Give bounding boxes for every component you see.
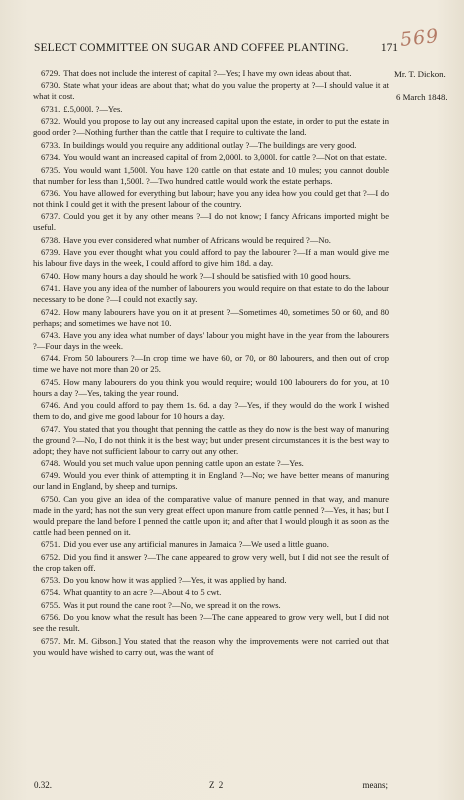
question-paragraph xyxy=(33,247,389,269)
margin-witness-name: Mr. T. Dickon. xyxy=(394,69,446,79)
question-number: 6733. xyxy=(41,139,61,150)
question-paragraph xyxy=(33,116,389,138)
question-paragraph xyxy=(33,470,389,492)
question-paragraph xyxy=(33,104,389,115)
question-number: 6748. xyxy=(41,457,61,468)
question-text: How many hours a day should he work ?—I should be satisfied with 10 good hours. xyxy=(63,270,351,281)
question-paragraph xyxy=(33,307,389,329)
question-text: Did you find it answer ?—The cane appeared to grow very well, but I did not see the result of the crop taken off. xyxy=(33,551,389,573)
printer-signature: Z 2 xyxy=(209,780,225,790)
question-number: 6747. xyxy=(41,423,61,434)
question-number: 6753. xyxy=(41,574,61,585)
question-paragraph xyxy=(33,458,389,469)
question-text: Can you give an idea of the comparative value of manure penned in that way, and manure made in the yard; has not the sun very great effect upon manure from cattle penned ?—Yes, it has; but I would prepare the land before I penned the cattle upon it; and after that I would plough it as soon as the cattle had been penned on it. xyxy=(33,493,389,537)
question-paragraph xyxy=(33,152,389,163)
question-paragraph xyxy=(33,235,389,246)
question-number: 6739. xyxy=(41,247,61,258)
question-paragraph xyxy=(33,211,389,233)
catchword: means; xyxy=(362,780,388,790)
question-number: 6755. xyxy=(41,599,61,610)
question-paragraph xyxy=(33,330,389,352)
page-header xyxy=(26,42,398,58)
question-number: 6743. xyxy=(41,329,61,340)
question-paragraph xyxy=(33,424,389,457)
running-title: SELECT COMMITTEE ON SUGAR AND COFFEE PLANTING. xyxy=(34,42,349,54)
question-paragraph xyxy=(33,494,389,538)
question-paragraph xyxy=(33,600,389,611)
margin-date: 6 March 1848. xyxy=(396,92,448,102)
question-text: In buildings would you require any additional outlay ?—The buildings are very good. xyxy=(63,139,357,150)
question-text: You have allowed for everything but labour; have you any idea how you could get that ?—I do not think I could get it with the present labour of the country. xyxy=(33,188,389,209)
question-paragraph xyxy=(33,140,389,151)
footer-paper-code: 0.32. xyxy=(34,780,52,790)
question-number: 6741. xyxy=(41,283,61,294)
question-paragraph xyxy=(33,68,389,79)
question-text: How many labourers have you on it at present ?—Sometimes 40, sometimes 50 or 60, and 80 perhaps; and sometimes we have not 10. xyxy=(33,306,389,328)
question-text: You stated that you thought that penning the cattle as they do now is the best way of manuring the ground ?—No, I do not think it is the best way; but under present circumstances it is the best way to adopt; they have not sufficient labour to carry out any other. xyxy=(33,423,389,456)
question-text: Have you ever considered what number of Africans would be required ?—No. xyxy=(63,234,331,245)
question-number: 6752. xyxy=(41,551,61,562)
question-number: 6757. xyxy=(41,635,61,646)
question-number: 6746. xyxy=(41,400,61,411)
question-number: 6735. xyxy=(41,164,61,175)
question-text: Was it put round the cane root ?—No, we spread it on the rows. xyxy=(63,599,281,610)
question-text: What quantity to an acre ?—About 4 to 5 cwt. xyxy=(63,587,222,598)
question-paragraph xyxy=(33,575,389,586)
evidence-text-body xyxy=(33,68,389,659)
question-paragraph xyxy=(33,165,389,187)
question-text: Would you set much value upon penning cattle upon an estate ?—Yes. xyxy=(63,457,304,468)
page-footer xyxy=(34,780,388,794)
question-text: Have you any idea of the number of labourers you would require on that estate to do the labour necessary to be done ?—I could not exactly say. xyxy=(33,283,389,305)
question-number: 6756. xyxy=(41,612,61,623)
handwritten-folio-number: 569 xyxy=(398,25,441,51)
question-number: 6754. xyxy=(41,587,61,598)
question-text: Mr. M. Gibson.] You stated that the reason why the improvements were not carried out that you would have wished to carry out, was the want of xyxy=(33,635,389,657)
question-paragraph xyxy=(33,188,389,210)
question-paragraph xyxy=(33,612,389,634)
question-text: Could you get it by any other means ?—I do not know; I fancy Africans imported might be useful. xyxy=(33,211,389,233)
question-text: And you could afford to pay them 1s. 6d. a day ?—Yes, if they would do the work I wished them to do, and give me good labour for 10 hours a day. xyxy=(33,400,389,422)
question-paragraph xyxy=(33,271,389,282)
question-paragraph xyxy=(33,283,389,305)
question-paragraph xyxy=(33,539,389,550)
question-paragraph xyxy=(33,636,389,658)
question-number: 6745. xyxy=(41,376,61,387)
question-text: Do you know how it was applied ?—Yes, it was applied by hand. xyxy=(63,574,287,585)
question-number: 6738. xyxy=(41,234,61,245)
question-number: 6729. xyxy=(41,68,61,78)
question-text: How many labourers do you think you would require; would 100 labourers do for you, at 10 hours a day ?—Yes, taking the year round. xyxy=(33,376,389,398)
question-text: £.5,000l. ?—Yes. xyxy=(63,103,123,114)
question-number: 6749. xyxy=(41,470,61,481)
question-text: Do you know what the result has been ?—The cane appeared to grow very well, but I did not see the result. xyxy=(33,612,389,634)
page-number: 171 xyxy=(380,42,398,54)
question-number: 6730. xyxy=(41,80,61,91)
question-number: 6734. xyxy=(41,152,61,163)
question-text: You would want an increased capital of from 2,000l. to 3,000l. for cattle ?—Not on that estate. xyxy=(63,152,387,163)
question-number: 6750. xyxy=(41,493,61,504)
question-paragraph xyxy=(33,552,389,574)
question-text: Would you propose to lay out any increased capital upon the estate, in order to put the estate in good order ?—Nothing further than the cattle that I require to cultivate the land. xyxy=(33,116,389,138)
question-paragraph xyxy=(33,587,389,598)
question-text: That does not include the interest of capital ?—Yes; I have my own ideas about that. xyxy=(63,68,352,78)
question-paragraph xyxy=(33,80,389,102)
question-number: 6740. xyxy=(41,270,61,281)
question-text: Have you ever thought what you could afford to pay the labourer ?—If a man would give me his labour five days in the week, I could afford to give him 18d. a day. xyxy=(33,247,389,269)
question-number: 6736. xyxy=(41,188,61,199)
question-paragraph xyxy=(33,377,389,399)
question-number: 6744. xyxy=(41,353,61,364)
question-text: From 50 labourers ?—In crop time we have 60, or 70, or 80 labourers, and then out of crop time we have not more than 20 or 25. xyxy=(33,353,389,375)
question-paragraph xyxy=(33,400,389,422)
question-text: You would want 1,500l. You have 120 cattle on that estate and 10 mules; you cannot double that number for less than 1,500l. ?—Two hundred cattle would work the estate perhaps. xyxy=(33,164,389,186)
question-text: Did you ever use any artificial manures in Jamaica ?—We used a little guano. xyxy=(63,539,329,550)
question-number: 6742. xyxy=(41,306,61,317)
question-text: Have you any idea what number of days' labour you might have in the year from the labourers ?—Four days in the week. xyxy=(33,329,389,351)
question-text: State what your ideas are about that; what do you value the property at ?—I should value it at what it cost. xyxy=(33,80,389,102)
question-number: 6751. xyxy=(41,539,61,550)
question-number: 6737. xyxy=(41,211,61,222)
question-number: 6732. xyxy=(41,116,61,127)
question-number: 6731. xyxy=(41,103,61,114)
question-paragraph xyxy=(33,353,389,375)
question-text: Would you ever think of attempting it in England ?—No; we have better means of manuring our land in England, by sheep and turnips. xyxy=(33,470,389,492)
